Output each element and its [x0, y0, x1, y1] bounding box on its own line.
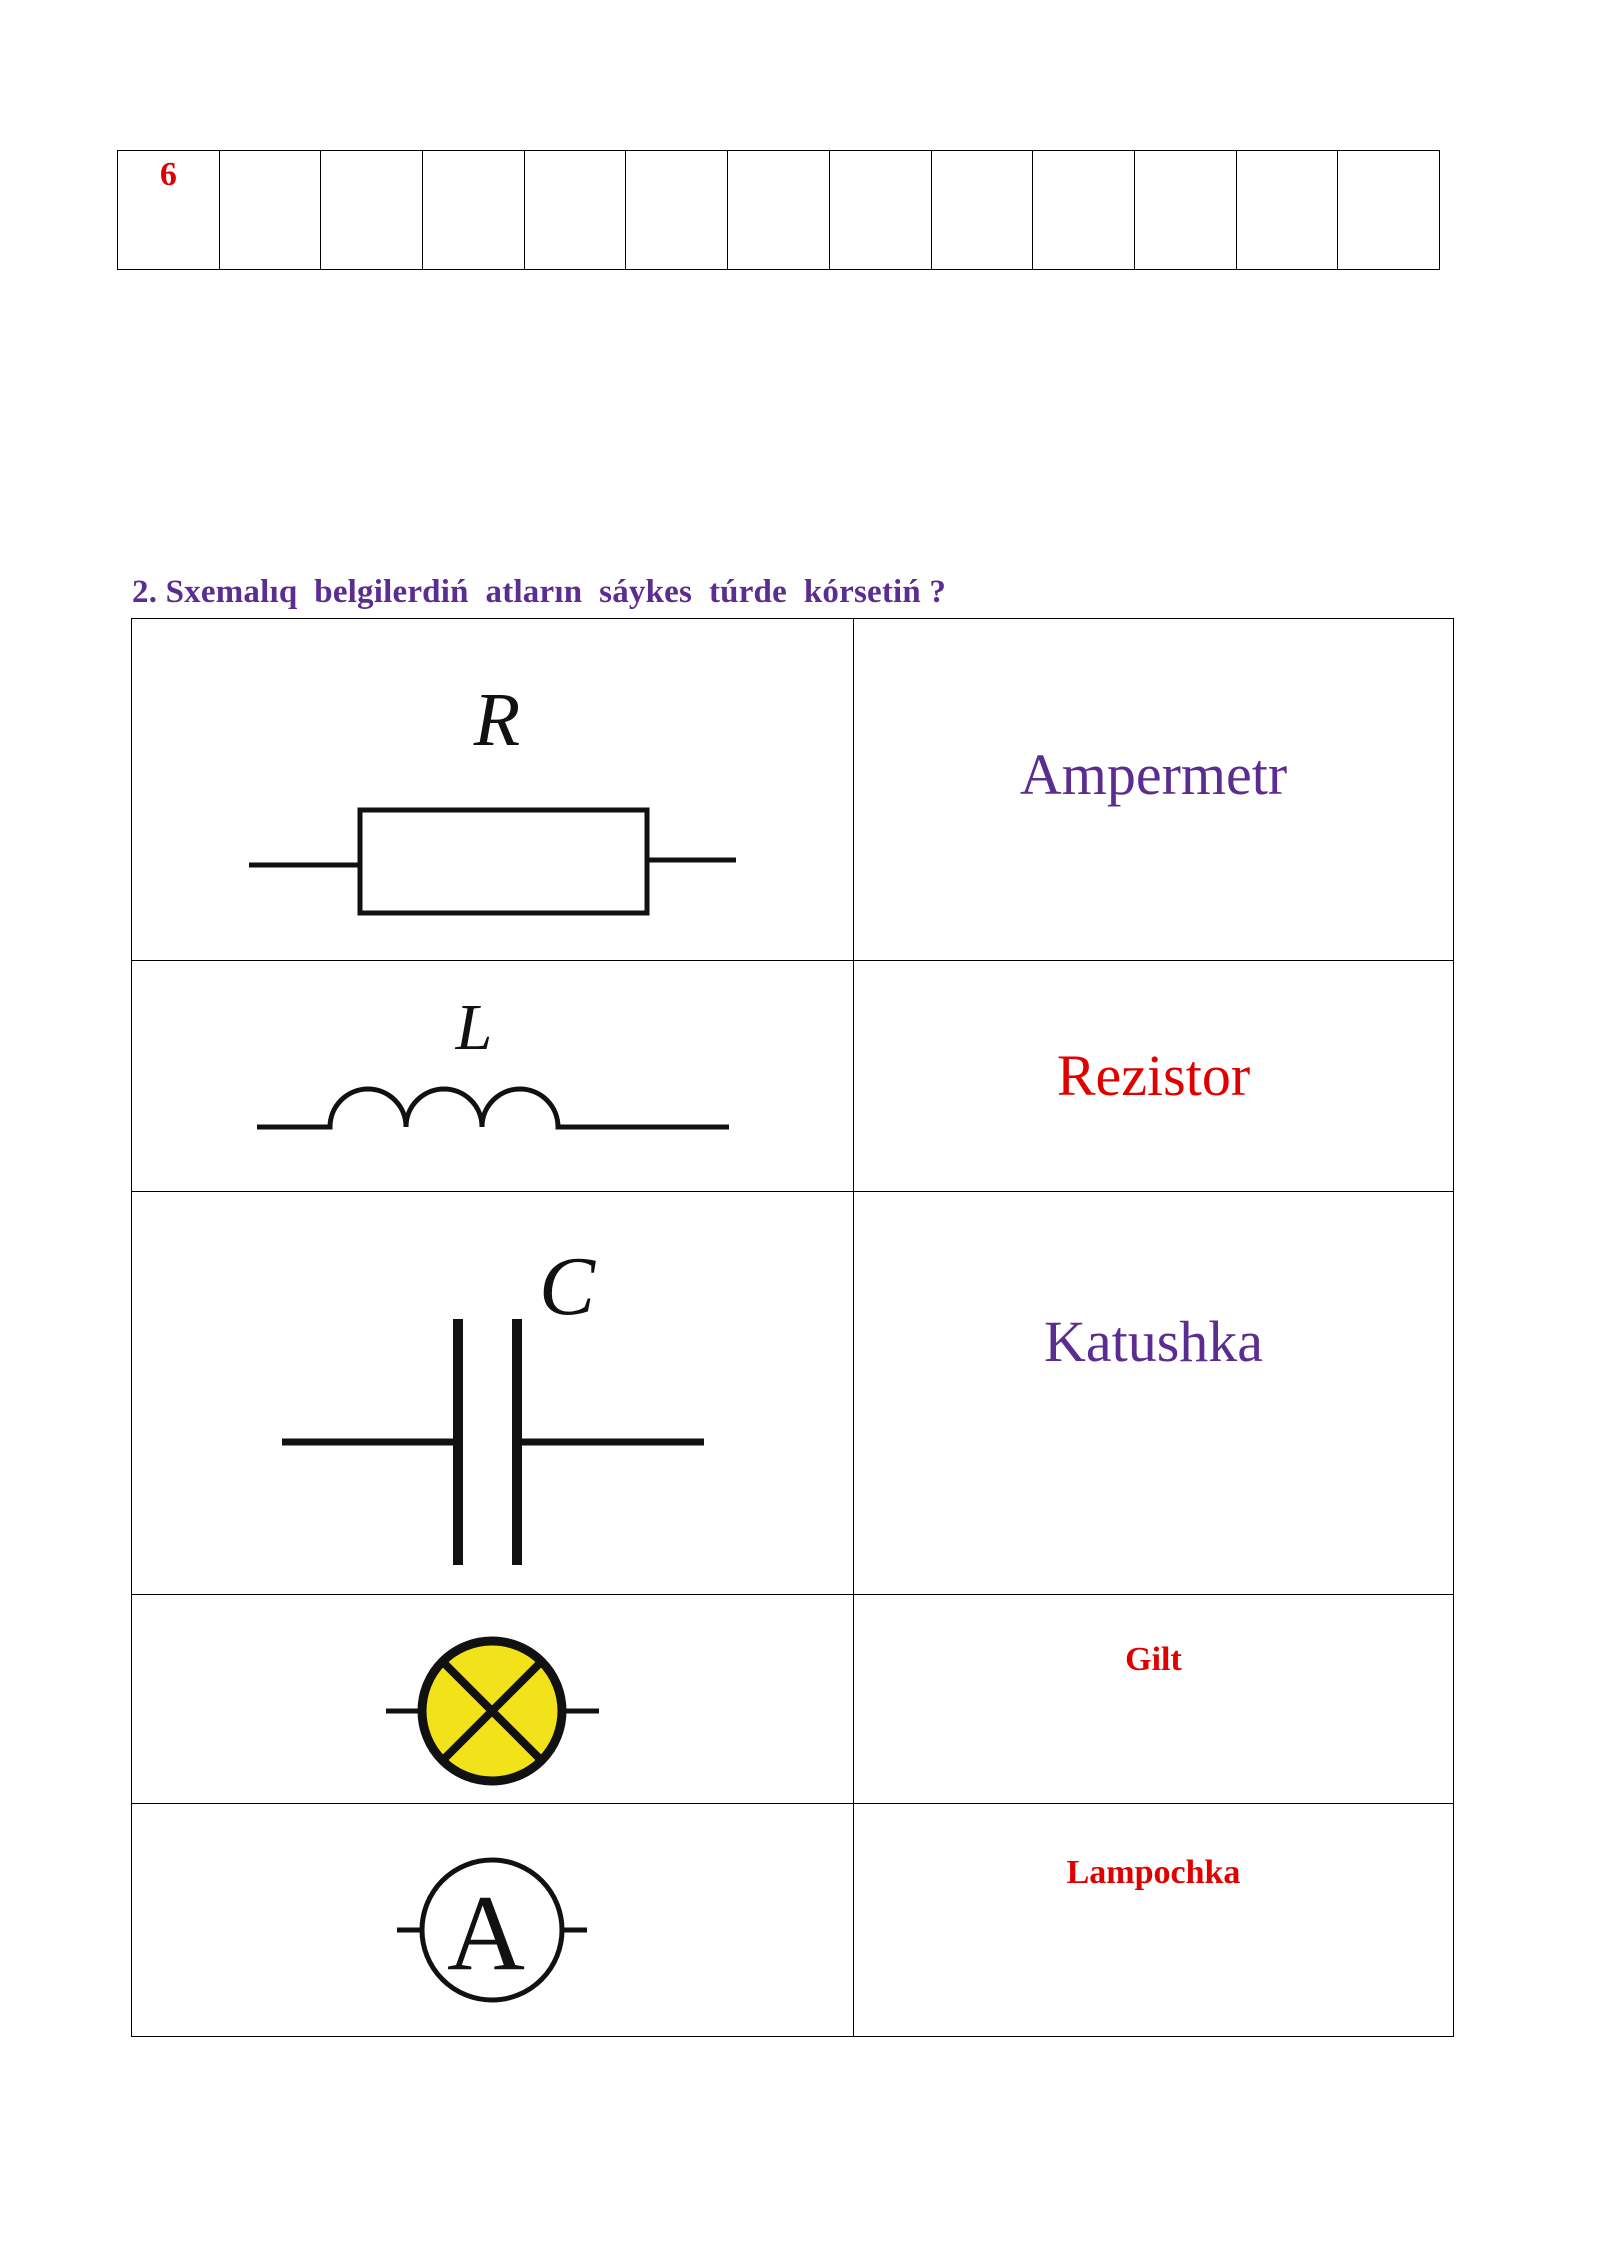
- symbol-cell: [132, 1192, 854, 1595]
- name-cell: [854, 1595, 1454, 1804]
- symbol-cell: [132, 961, 854, 1192]
- symbol-cell: [132, 619, 854, 961]
- name-cell: [854, 619, 1454, 961]
- answer-grid-cell: [931, 151, 1033, 270]
- capacitor-icon: [132, 1192, 853, 1595]
- answer-grid-cell: [321, 151, 423, 270]
- name-lampochka: Lampochka: [1066, 1854, 1241, 1891]
- answer-grid-cell: [1033, 151, 1135, 270]
- table-row: [132, 961, 1454, 1192]
- table-row: [132, 1192, 1454, 1595]
- name-rezistor: Rezistor: [1056, 1043, 1251, 1108]
- answer-grid-cell: [1338, 151, 1440, 270]
- name-cell: [854, 1192, 1454, 1595]
- table-row: [132, 619, 1454, 961]
- answer-grid-row: [118, 151, 1440, 270]
- lamp-icon: [132, 1595, 853, 1804]
- matching-table: [131, 618, 1454, 2037]
- ammeter-label: A: [447, 1874, 525, 1993]
- answer-grid-cell: [219, 151, 321, 270]
- name-katushka: Katushka: [1043, 1309, 1264, 1374]
- answer-grid-cell: [118, 151, 220, 270]
- answer-grid-cell: [829, 151, 931, 270]
- answer-grid-cell: [728, 151, 830, 270]
- answer-grid-cell: [423, 151, 525, 270]
- symbol-cell: [132, 1804, 854, 2037]
- name-cell: [854, 1804, 1454, 2037]
- answer-grid-cell: [1134, 151, 1236, 270]
- inductor-icon: [132, 961, 853, 1192]
- resistor-label: R: [473, 678, 521, 762]
- ammeter-icon: [132, 1804, 853, 2037]
- name-cell: [854, 961, 1454, 1192]
- inductor-label: L: [455, 991, 493, 1064]
- symbol-cell: [132, 1595, 854, 1804]
- answer-grid-number: 6: [159, 156, 177, 193]
- name-ampermetr: Ampermetr: [1019, 741, 1288, 807]
- answer-grid-cell: [626, 151, 728, 270]
- resistor-icon: [132, 619, 853, 961]
- answer-grid-cell: [1236, 151, 1338, 270]
- capacitor-label: C: [538, 1240, 596, 1333]
- name-gilt: Gilt: [1125, 1641, 1182, 1678]
- answer-grid-cell: [524, 151, 626, 270]
- table-row: [132, 1595, 1454, 1804]
- answer-grid: [117, 150, 1440, 270]
- table-row: [132, 1804, 1454, 2037]
- question-text: 2. Sxemalıq belgilerdiń atların sáykes túrde kórsetiń ?: [132, 574, 947, 610]
